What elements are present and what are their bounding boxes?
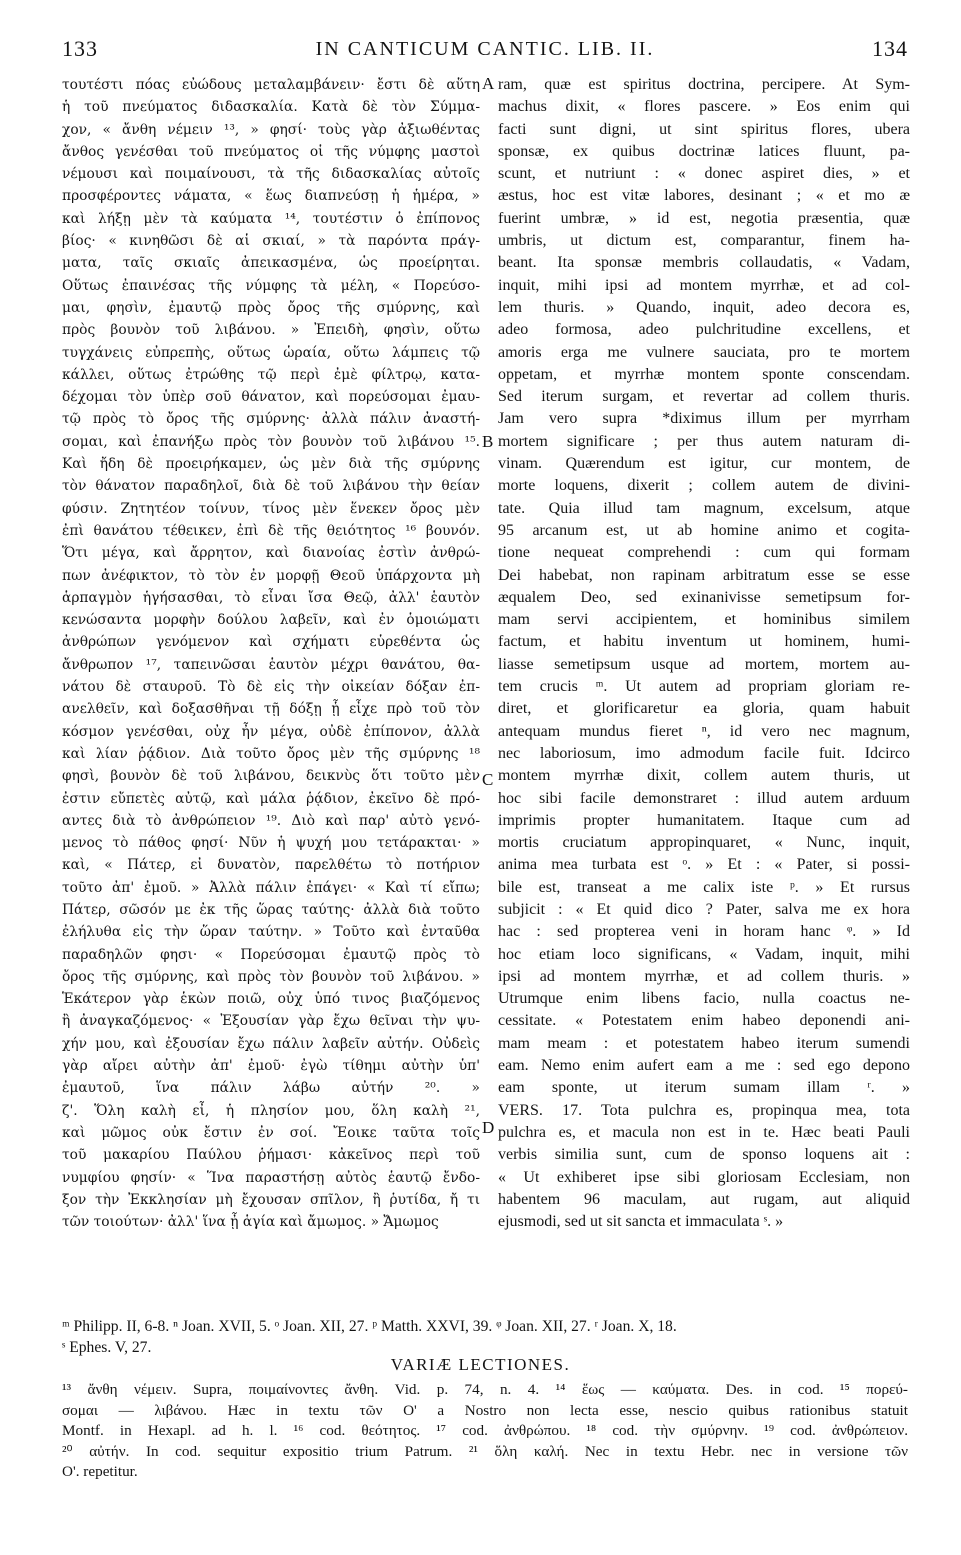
greek-text-line: φύσιν. Ζητητέον τοίνυν, τίνος μὲν ἕνεκεν ὄρος μὲν [62,500,480,517]
page-number-left: 133 [62,36,98,61]
greek-text-line: ἁρπαγμὸν ἡγήσασθαι, τὸ εἶναι ἴσα Θεῷ, ἀλλ' ἑαυτὸν [62,589,480,606]
latin-text-line: hoc etiam loco significans, « Vadam, inquit, mihi [498,945,910,963]
latin-text-line: ipsi ad montem myrrhæ, et ad collem thuris. » [498,967,910,985]
greek-text-line: αντες διὰ τὸ ἀνθρώπειον ¹⁹. Διὸ καὶ παρ' αὐτὸ γενό- [62,812,480,829]
latin-text-line: hac : sed propterea veni in horam hanc ᵠ. » Id [498,923,910,941]
latin-text-line: Sed iterum surgam, et revertar ad collem thuris. [498,388,910,406]
latin-text-line: lem thuris. » Quando, inquit, adeo decora es, [498,298,910,316]
greek-text-line: τοῦτο ἀπ' ἐμοῦ. » Ἀλλὰ πάλιν ἐπάγει· « Καὶ τί εἴπω; [62,879,480,896]
latin-text-line: sponsæ, ex quibus doctrinæ latices fluunt, pa- [498,142,910,160]
greek-text-line: ἐπὶ θανάτου τέθεικεν, ἐπὶ δὲ τῆς θειότητος ¹⁶ βουνόν. [62,522,480,539]
latin-text-line: mortem significare ; per thus autem naturam di- [498,432,910,450]
latin-text-line: subjicit : « Et quid dico ? Pater, salva me ex hora [498,900,910,918]
variae-line: ¹³ ἄνθη νέμειν. Supra, ποιμαίνοντες ἄνθη. Vid. p. 74, n. 4. ¹⁴ ἕως — καύματα. Des. in cod. ¹⁵ πορεύ- [62,1381,908,1398]
latin-text-line: mam servi accipientem, et hominibus similem [498,611,910,629]
greek-text-line: γὰρ αἴρει αὐτὴν ἀπ' ἐμοῦ· ἐγὼ τίθημι αὐτὴν ὑπ' [62,1058,480,1075]
latin-text-line: inquit, mihi ipsi ad montem myrrhæ, et ad col- [498,276,910,294]
greek-text-line: νυμφίου φησίν· « Ἵνα παραστήσῃ αὐτὸς ἑαυτῷ ἔνδο- [62,1169,480,1186]
latin-text-line: imprimis propter humanitatem. Itaque cum ad [498,811,910,829]
latin-text-line: æqualem Deo, sed exinanivisse semetipsum for- [498,588,910,606]
latin-text-line: cessitate. « Potestatem enim habeo deponendi ani- [498,1012,910,1030]
latin-text-line: facti sunt digni, ut sint spiritus flores, ubera [498,120,910,138]
greek-text-line: καὶ, « Πάτερ, εἰ δυνατὸν, παρελθέτω τὸ ποτήριον [62,857,480,874]
greek-text-line: χον, « ἄνθη νέμειν ¹³, » φησί· τοὺς γὰρ ἀξιωθέντας [62,121,480,138]
greek-text-line: τὸν θάνατον παραδηλοῖ, διὰ δὲ τοῦ λιβάνου τὴν θείαν [62,478,480,495]
greek-text-line: ἢ ἀναγκαζόμενος· « Ἐξουσίαν γὰρ ἔχω θεῖναι τὴν ψυ- [62,1013,480,1030]
latin-text-line: mam meam : et potestatem habeo iterum sumendi [498,1034,910,1052]
greek-text-line: Οὕτως ἐπαινέσας τῆς νύμφης τὰ μέλη, « Πορεύσο- [62,277,480,294]
latin-text-line: Dei habebat, non rapinam arbitratum esse se esse [498,566,910,584]
footnote-line: ˢ Ephes. V, 27. [62,1339,152,1356]
section-marker-d: D [482,1118,495,1137]
latin-text-line: mortis cruciatum appropinquaret, « Nunc, inquit, [498,834,910,852]
greek-text-line: πρὸς βουνὸν τοῦ λιβάνου. » Ἐπειδὴ, φησὶν, οὕτω [62,322,480,339]
page-header [62,36,908,70]
variae-line: Montf. in Hexapl. ad h. l. ¹⁶ cod. θεότητος. ¹⁷ cod. ἀνθρώπου. ¹⁸ cod. τὴν σμύρνην. ¹⁹ cod. ἀνθρώπειον. [62,1422,908,1439]
greek-text-line: καὶ λίαν ῥᾴδιον. Διὰ τοῦτο ὄρος μὲν τῆς σμύρνης ¹⁸ [62,745,480,762]
latin-text-line: « Ut exhiberet ipse sibi gloriosam Ecclesiam, non [498,1168,910,1186]
latin-text-line: machus dixit, « flores pascere. » Eos enim qui [498,98,910,116]
latin-text-line: ejusmodi, sed ut sit sancta et immaculata ˢ. » [498,1213,784,1231]
greek-text-line: τυγχάνεις εὐπρεπὴς, οὕτως ὡραία, οὕτω λάμπεις τῷ [62,344,480,361]
greek-text-line: ἡ τοῦ πνεύματος διδασκαλία. Κατὰ δὲ τὸν Σύμμα- [62,99,480,116]
latin-text-line: hoc sibi facile demonstraret : illud autem arduum [498,789,910,807]
greek-text-line: ανελθεῖν, καὶ δοξασθῆναι τῇ δόξῃ ᾗ εἶχε πρὸ τοῦ τὸν [62,701,480,718]
variae-lectiones-heading: VARIÆ LECTIONES. [390,1355,571,1374]
latin-text-line: antequam mundus fieret ⁿ, id vero nec magnum, [498,722,910,740]
variae-lectiones [62,1380,908,1483]
greek-text-line: τῷ πρὸς τὸ ὄρος τῆς σμύρνης· ἀλλὰ πάλιν ἀναστή- [62,411,480,428]
section-marker-a: A [482,74,495,93]
greek-text-line: νέμουσι καὶ ποιμαίνουσι, τὰ τῆς διδασκαλίας αὐτοῖς [62,166,480,183]
latin-text-line: ram, quæ est spiritus doctrina, percipere. At Sym- [498,76,910,93]
greek-column [62,74,480,1233]
greek-text-line: κόσμον γενέσθαι, οὐχ ἦν μέγα, οὐδὲ ἐπίπονον, ἀλλὰ [62,723,480,740]
greek-text-line: ματα, ταῖς σκιαῖς ἀπεικασμένα, ὡς προείρηται. [62,255,480,272]
greek-text-line: Πάτερ, σῶσόν με ἐκ τῆς ὥρας ταύτης· ἀλλὰ διὰ τοῦτο [62,901,480,918]
greek-text-line: Καὶ ἤδη δὲ προειρήκαμεν, ὡς μὲν διὰ τῆς σμύρνης [62,456,480,473]
greek-text-line: ἐμαυτοῦ, ἵνα πάλιν λάβω αὐτήν ²⁰. » [62,1080,480,1097]
latin-text-line: nec laboriosum, imo admodum facile fuit. Idcirco [498,744,910,762]
greek-text-line: προσφέροντες νάματα, « ἕως διαπνεύσῃ ἡ ἡμέρα, » [62,188,480,205]
latin-text-line: vinam. Quærendum est igitur, cur montem, de [498,455,910,473]
variae-line: σομαι — λιβάνου. Hæc in textu τῶν O' a Nostro non lecta esse, nescio quibus rationibus statuit [62,1401,908,1419]
latin-text-line: eam. Nemo enim aufert eam a me : sed ego depono [498,1057,910,1075]
greek-text-line: καὶ λήξῃ μὲν τὰ καύματα ¹⁴, τουτέστιν ὁ ἐπίπονος [62,210,480,227]
greek-text-line: ἐλήλυθα εἰς τὴν ὥραν ταύτην. » Τοῦτο καὶ ἐνταῦθα [62,924,480,941]
latin-text-line: adeo formosa, adeo pulchritudine excellens, et [498,321,910,339]
latin-text-line: tione nequeat comprehendi : cum qui formam [498,544,910,562]
latin-text-line: tate. Quia illud tam magnum, excelsum, atque [498,499,910,517]
latin-text-line: Utrumque enim libens facio, nulla coactus ne- [498,990,910,1008]
latin-text-line: oppetam, et myrrhæ montem sponte conscendam. [498,365,910,383]
latin-text-line: Jam vero supra *diximus illum per myrrham [498,410,910,428]
page-number-right: 134 [872,36,908,61]
latin-text-line: diret, et glorificaretur ea gloria, quam habuit [498,700,910,718]
greek-text-line: τῶν τοιούτων· ἀλλ' ἵνα ᾖ ἁγία καὶ ἄμωμος. » Ἄμωμος [62,1214,439,1231]
latin-text-line: habentem 96 maculam, aut rugam, aut aliquid [498,1190,910,1208]
greek-text-line: καὶ μῶμος οὐκ ἔστιν ἐν σοί. Ἔοικε ταῦτα τοῖς [62,1124,480,1141]
greek-text-line: μαι, φησὶν, ἐμαυτῷ πρὸς ὄρος τῆς σμύρνης, καὶ [62,299,480,316]
greek-text-line: Ἑκάτερον γὰρ ἑκὼν ποιῶ, οὐχ ὑπό τινος βιαζόμενος [62,991,480,1008]
latin-text-line: amoris erga me vulnere sauciata, pro te mortem [498,343,910,361]
latin-text-line: verbis similia sunt, cum de sponso loquens ait : [498,1146,910,1164]
latin-text-line: montem myrrhæ dixit, collem autem thuris, ut [498,767,910,785]
greek-text-line: ἀνθρώπων γενόμενον καὶ σχήματι εὑρεθέντα ὡς [62,634,480,651]
greek-text-line: ἐστιν εὔπετὲς αὐτῷ, καὶ μάλα ῥᾴδιον, ἐκεῖνο δὲ πρό- [62,790,480,807]
greek-text-line: κενώσαντα μορφὴν δούλου λαβεῖν, καὶ ἐν ὁμοιώματι [62,612,480,629]
greek-text-line: φησὶ, βουνὸν δὲ τοῦ λιβάνου, δεικνὺς ὅτι τοῦτο μὲν [62,768,480,785]
latin-text-line: scunt, et nutriunt : « donec aspiret dies, » et [498,165,910,183]
greek-text-line: ξον τὴν Ἐκκλησίαν μὴ ἔχουσαν σπῖλον, ἢ ῥυτίδα, ἤ τι [62,1191,480,1208]
greek-text-line: παραδηλῶν φησι· « Πορεύσομαι ἐμαυτῷ πρὸς τὸ [62,946,480,963]
latin-text-line: beant. Ita sponsæ membris collaudatis, « Vadam, [498,254,910,272]
latin-text-line: VERS. 17. Tota pulchra es, propinqua mea, tota [498,1101,910,1119]
greek-text-line: ὄρος τῆς σμύρνης, καὶ πρὸς τὸν βουνὸν τοῦ λιβάνου. » [62,968,480,985]
variae-line: O'. repetitur. [62,1463,138,1480]
latin-text-line: fuerint umbræ, » id est, negotia præsentia, quæ [498,209,910,227]
latin-text-line: eam sponte, ut iterum sumam illam ʳ. » [498,1079,910,1097]
greek-text-line: δέχομαι τὸν ὑπὲρ σοῦ θάνατον, καὶ πορεύσομαι ἐμαυ- [62,389,480,406]
greek-text-line: τοῦ μακαρίου Παύλου ῥήμασι· κἀκεῖνος περὶ τοῦ [62,1147,480,1164]
greek-text-line: ἄνθρωπον ¹⁷, ταπεινῶσαι ἑαυτὸν μέχρι θανάτου, θα- [62,656,480,673]
latin-text-line: 95 arcanum est, ut ab homine animo et cogita- [498,521,910,539]
section-marker-c: C [482,770,494,789]
latin-text-line: anima mea turbata est ᵒ. » Et : « Pater, si possi- [498,856,910,874]
footnote-line: ᵐ Philipp. II, 6-8. ⁿ Joan. XVII, 5. ᵒ Joan. XII, 27. ᵖ Matth. XXVI, 39. ᵠ Joan. XII, 27. ʳ Joan. X, 18. [62,1318,677,1335]
variae-line: ²⁰ αὐτήν. In cod. sequitur expositio trium Patrum. ²¹ ὅλη καλή. Nec in textu Hebr. nec in versione τῶν [62,1442,908,1460]
latin-text-line: bile est, transeat a me calix iste ᵖ. » Et rursus [498,878,910,896]
greek-text-line: ἄνθος γενέσθαι τοῦ πνεύματος οἱ τῆς νύμφης μαστοὶ [62,143,480,160]
greek-text-line: μενος τὸ πάθος φησί· Νῦν ἡ ψυχή μου τετάρακται· » [62,835,480,852]
latin-text-line: liasse semetipsum usque ad mortem, mortem au- [498,655,910,673]
greek-text-line: τουτέστι πόας εὐώδους μεταλαμβάνειν· ἔστι δὲ αὕτη [62,77,480,93]
footnotes [62,1316,908,1358]
greek-text-line: βίος· « κινηθῶσι δὲ αἱ σκιαί, » τὰ παρόντα πράγ- [62,233,480,250]
latin-text-line: tem crucis ᵐ. Ut autem ad propriam gloriam re- [498,678,910,696]
greek-text-line: κάλλει, οὕτως ἐτρώθης τῷ περὶ ἐμὲ φίλτρῳ, κατα- [62,366,480,383]
greek-text-line: σομαι, καὶ ἐπανήξω πρὸς τὸν βουνὸν τοῦ λιβάνου ¹⁵. [62,433,480,450]
greek-text-line: νάτου δὲ σταυροῦ. Τὸ δὲ εἰς τὴν οἰκείαν δόξαν ἐπ- [62,679,480,696]
latin-column [498,74,910,1233]
latin-text-line: factum, et habitu inventum ut hominem, humi- [498,633,910,651]
section-marker-b: B [482,432,494,451]
latin-text-line: morte loquens, dixerit ; collem autem de divini- [498,477,910,495]
greek-text-line: πων ἀνέφικτον, τὸ τὸν ἐν μορφῇ Θεοῦ ὑπάρχοντα μὴ [62,567,480,584]
greek-text-line: χήν μου, καὶ ἐξουσίαν ἔχω πάλιν λαβεῖν αὐτήν. Οὐδεὶς [62,1035,480,1052]
greek-text-line: Ὅτι μέγα, καὶ ἄρρητον, καὶ διανοίας ἐστὶν ἀνθρώ- [62,545,480,562]
latin-text-line: æstus, hoc est vitæ labores, desinant ; « et mo æ [498,187,910,205]
running-title: IN CANTICUM CANTIC. LIB. II. [315,38,655,60]
latin-text-line: umbris, ut dictum est, comparantur, finem ha- [498,232,910,250]
latin-text-line: pulchra es, et macula non est in te. Hæc beati Pauli [498,1123,910,1141]
greek-text-line: ζ'. Ὅλη καλὴ εἶ, ἡ πλησίον μου, ὅλη καλὴ ²¹, [62,1102,480,1119]
